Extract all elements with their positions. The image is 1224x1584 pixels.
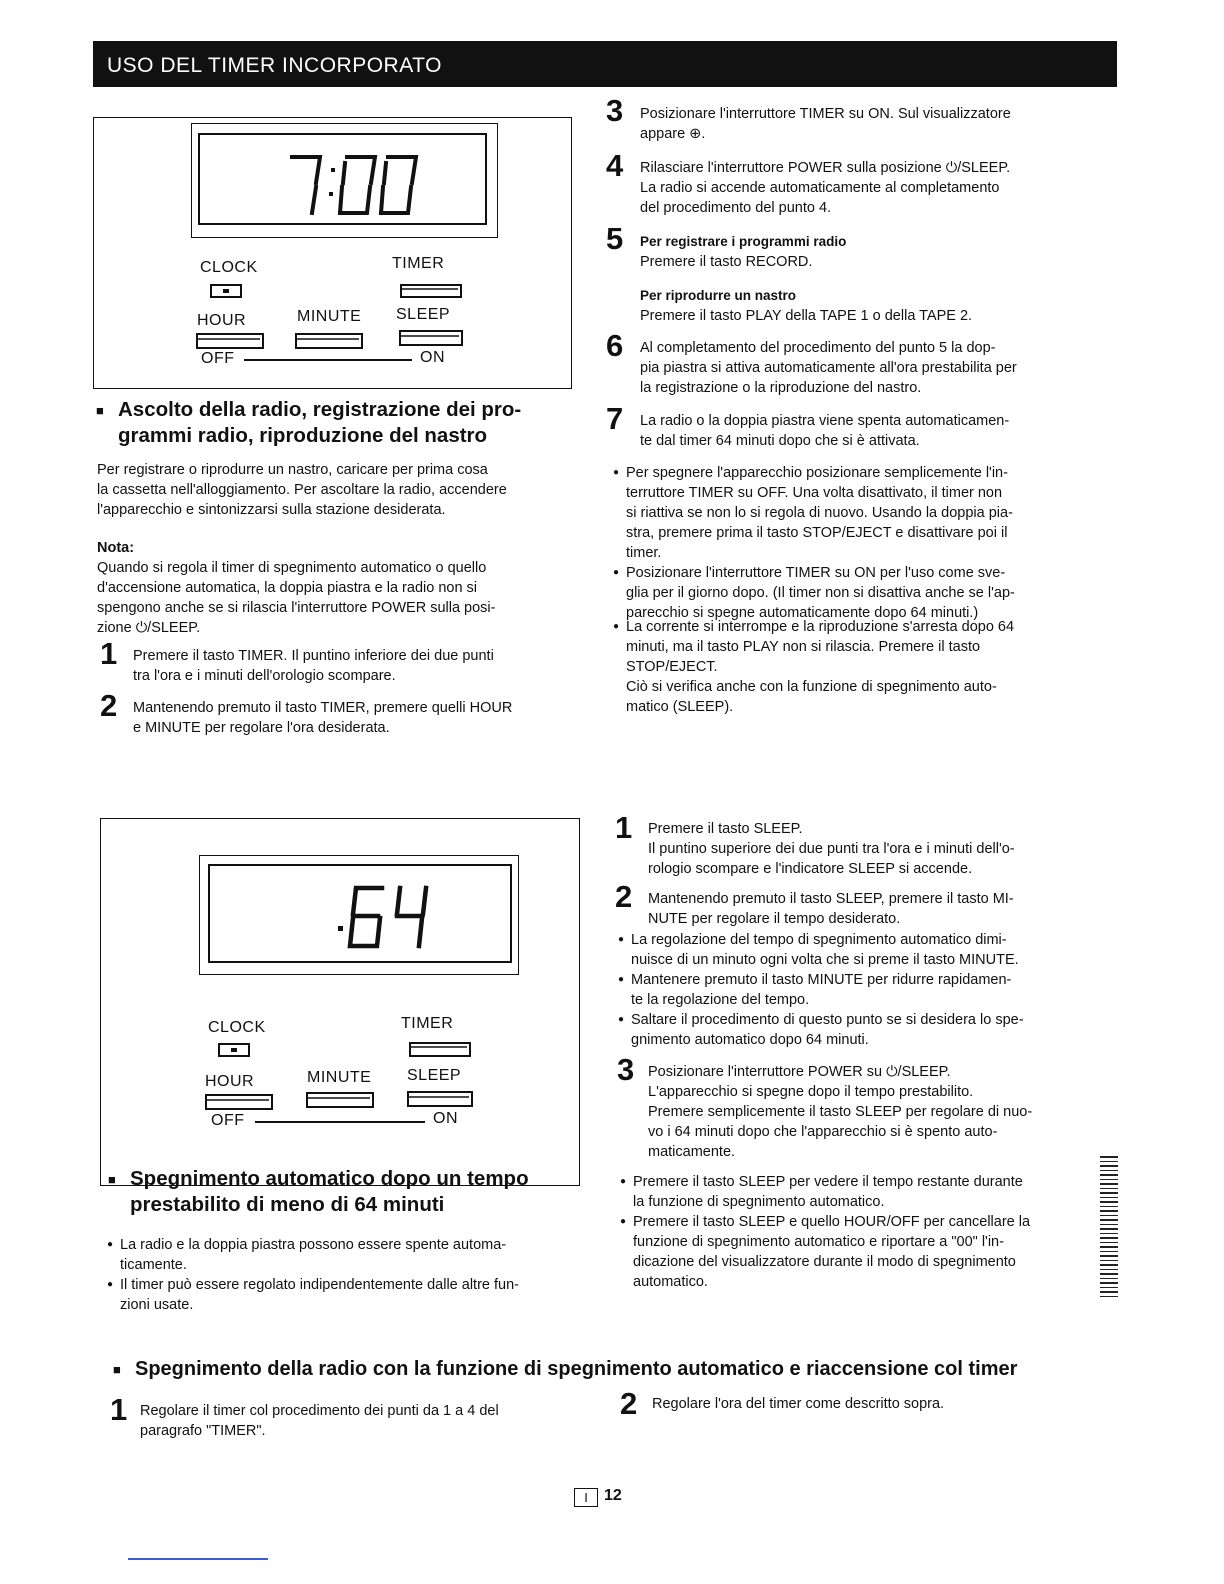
- step-number: 1: [100, 636, 118, 671]
- section2-title-line1: ■ Spegnimento automatico dopo un tempo: [130, 1167, 529, 1190]
- bullet-line: automatico.: [633, 1274, 708, 1290]
- lcd-display: [198, 133, 487, 225]
- step-number: 1: [110, 1392, 128, 1427]
- bullet-item: [631, 930, 1101, 970]
- clock-label: CLOCK: [200, 259, 258, 276]
- bullet-line: ● Per spegnere l'apparecchio posizionare semplicemente l'in-: [626, 465, 1008, 481]
- lcd-display: [208, 864, 512, 963]
- step-line: Premere il tasto SLEEP.: [648, 821, 803, 837]
- bullet-line: ● Premere il tasto SLEEP e quello HOUR/OFF per cancellare la: [633, 1214, 1031, 1230]
- page-number: 12: [604, 1487, 622, 1504]
- step-line: pia piastra si attiva automaticamente all'ora prestabilita per: [640, 360, 1017, 376]
- bullet-line: funzione di spegnimento automatico e riportare a "00" l'in-: [633, 1234, 1004, 1250]
- off-label: OFF: [211, 1112, 245, 1129]
- bullet-line: ● La corrente si interrompe e la riproduzione s'arresta dopo 64: [626, 619, 1015, 635]
- bullet-line: stra, premere prima il tasto STOP/EJECT e disattivare poi il: [626, 525, 1008, 541]
- sleep-label: SLEEP: [407, 1067, 462, 1084]
- off-on-line: [244, 359, 412, 361]
- step-line: Regolare il timer col procedimento dei punti da 1 a 4 del: [140, 1403, 499, 1419]
- step-text: [640, 104, 1100, 144]
- hour-button[interactable]: [196, 331, 266, 351]
- footer-rule: [128, 1558, 268, 1560]
- step-line: e MINUTE per regolare l'ora desiderata.: [133, 720, 390, 736]
- bullet-line: glia per il giorno dopo. (Il timer non si disattiva anche se l'ap-: [626, 585, 1015, 601]
- bullet-item: [120, 1235, 585, 1275]
- lcd-digits: [200, 135, 485, 223]
- bullet-line: ● Mantenere premuto il tasto MINUTE per ridurre rapidamen-: [631, 972, 1012, 988]
- step-line: vo i 64 minuti dopo che l'apparecchio si è spento auto-: [648, 1124, 998, 1140]
- intro-line: la cassetta nell'alloggiamento. Per ascoltare la radio, accendere: [97, 482, 507, 498]
- bullet-item: [626, 463, 1096, 563]
- minute-label: MINUTE: [307, 1069, 372, 1086]
- clock-button[interactable]: [218, 1042, 252, 1058]
- step-text: [640, 232, 1100, 326]
- scan-marks: [1100, 1156, 1118, 1300]
- step-text: [652, 1394, 1102, 1414]
- bullet-line: Ciò si verifica anche con la funzione di spegnimento auto-: [626, 679, 997, 695]
- bullet-item: [631, 1010, 1101, 1050]
- step-number: 2: [620, 1386, 638, 1421]
- intro-line: Per registrare o riprodurre un nastro, caricare per prima cosa: [97, 462, 488, 478]
- minute-label: MINUTE: [297, 308, 362, 325]
- off-on-line: [255, 1121, 425, 1123]
- step-line: tra l'ora e i minuti dell'orologio scompare.: [133, 668, 396, 684]
- step-line: La radio o la doppia piastra viene spenta automaticamen-: [640, 413, 1010, 429]
- bullet-line: STOP/EJECT.: [626, 659, 718, 675]
- minute-button[interactable]: [295, 331, 365, 351]
- nota-line: spengono anche se si rilascia l'interruttore POWER sulla posi-: [97, 600, 496, 616]
- bullet-line: ● La regolazione del tempo di spegnimento automatico dimi-: [631, 932, 1007, 948]
- clock-label: CLOCK: [208, 1019, 266, 1036]
- step-text: [648, 1062, 1103, 1162]
- step-text: [648, 889, 1103, 929]
- step-line: Al completamento del procedimento del punto 5 la dop-: [640, 340, 996, 356]
- step-text: [640, 158, 1100, 218]
- bullet-line: timer.: [626, 545, 662, 561]
- step-line: la registrazione o la riproduzione del nastro.: [640, 380, 922, 396]
- step-line: Rilasciare l'interruttore POWER sulla posizione ⏻/SLEEP.: [640, 160, 1011, 176]
- step-text: [133, 646, 583, 686]
- section1-intro: [97, 460, 577, 520]
- figure-sleep-panel: [100, 818, 580, 1186]
- bullet-line: gnimento automatico dopo 64 minuti.: [631, 1032, 869, 1048]
- sleep-button[interactable]: [399, 328, 465, 348]
- step-number: 5: [606, 221, 624, 256]
- bullet-line: ticamente.: [120, 1257, 187, 1273]
- hour-button[interactable]: [205, 1092, 275, 1112]
- section-header-bar: [93, 41, 1117, 87]
- step-line: Il puntino superiore dei due punti tra l'ora e i minuti dell'o-: [648, 841, 1015, 857]
- step-line: La radio si accende automaticamente al completamento: [640, 180, 1000, 196]
- step-line: paragrafo "TIMER".: [140, 1423, 266, 1439]
- hour-label: HOUR: [197, 312, 247, 329]
- intro-line: l'apparecchio e sintonizzarsi sulla stazione desiderata.: [97, 502, 446, 518]
- page-title: USO DEL TIMER INCORPORATO: [107, 54, 442, 77]
- bullet-item: [631, 970, 1101, 1010]
- bullet-line: dicazione del visualizzatore durante il modo di spegnimento: [633, 1254, 1016, 1270]
- step-line: rologio scompare e l'indicatore SLEEP si accende.: [648, 861, 973, 877]
- section1-title-line1: ■ Ascolto della radio, registrazione dei pro-: [118, 398, 522, 421]
- step-line: Posizionare l'interruttore POWER su ⏻/SLEEP.: [648, 1064, 951, 1080]
- lcd-digits: [210, 866, 510, 961]
- step-number: 2: [615, 879, 633, 914]
- step-line: Premere il tasto RECORD.: [640, 254, 813, 270]
- step-line: te dal timer 64 minuti dopo che si è attivata.: [640, 433, 920, 449]
- step-line: Premere semplicemente il tasto SLEEP per regolare di nuo-: [648, 1104, 1033, 1120]
- minute-button[interactable]: [306, 1090, 376, 1110]
- step-line: Regolare l'ora del timer come descritto sopra.: [652, 1396, 945, 1412]
- timer-label: TIMER: [401, 1015, 454, 1032]
- step-number: 3: [617, 1052, 635, 1087]
- nota-title: Nota:: [97, 540, 135, 556]
- bullet-line: terruttore TIMER su OFF. Una volta disattivato, il timer non: [626, 485, 1003, 501]
- step-number: 7: [606, 401, 624, 436]
- bullet-line: nuisce di un minuto ogni volta che si preme il tasto MINUTE.: [631, 952, 1019, 968]
- step-text: [140, 1401, 590, 1441]
- language-badge: [574, 1488, 598, 1507]
- language-code: I: [584, 1490, 588, 1505]
- section2-title: [130, 1166, 600, 1218]
- step-text: [133, 698, 583, 738]
- step-number: 6: [606, 328, 624, 363]
- timer-switch[interactable]: [400, 283, 464, 299]
- section3-title: ■ Spegnimento della radio con la funzione di spegnimento automatico e riaccensione col timer: [135, 1356, 1115, 1382]
- bullet-line: ● Saltare il procedimento di questo punto se si desidera lo spe-: [631, 1012, 1024, 1028]
- bullet-line: zioni usate.: [120, 1297, 194, 1313]
- clock-button[interactable]: [210, 283, 244, 299]
- timer-switch[interactable]: [409, 1041, 473, 1059]
- bullet-line: matico (SLEEP).: [626, 699, 734, 715]
- step-line: maticamente.: [648, 1144, 736, 1160]
- step-line: L'apparecchio si spegne dopo il tempo prestabilito.: [648, 1084, 974, 1100]
- bullet-line: ● Posizionare l'interruttore TIMER su ON per l'uso come sve-: [626, 565, 1006, 581]
- step-line: Premere il tasto PLAY della TAPE 1 o della TAPE 2.: [640, 308, 973, 324]
- step-line: Posizionare l'interruttore TIMER su ON. Sul visualizzatore: [640, 106, 1011, 122]
- step-line: Mantenendo premuto il tasto TIMER, premere quelli HOUR: [133, 700, 513, 716]
- step-line: NUTE per regolare il tempo desiderato.: [648, 911, 901, 927]
- step-number: 3: [606, 93, 624, 128]
- bullet-item: [633, 1212, 1103, 1292]
- bullet-line: ● Il timer può essere regolato indipendentemente dalle altre fun-: [120, 1277, 519, 1293]
- step-text: [640, 411, 1100, 451]
- off-label: OFF: [201, 350, 235, 367]
- bullet-line: ● Premere il tasto SLEEP per vedere il tempo restante durante: [633, 1174, 1023, 1190]
- step-number: 4: [606, 148, 624, 183]
- nota-line: d'accensione automatica, la doppia piastra e la radio non si: [97, 580, 478, 596]
- nota-line: Quando si regola il timer di spegnimento automatico o quello: [97, 560, 487, 576]
- bullet-item: [626, 617, 1096, 717]
- bullet-line: parecchio si spegne automaticamente dopo 64 minuti.): [626, 605, 979, 621]
- sleep-label: SLEEP: [396, 306, 451, 323]
- step-text: [648, 819, 1103, 879]
- step-number: 2: [100, 688, 118, 723]
- figure-timer-panel: [93, 117, 572, 389]
- bullet-line: ● La radio e la doppia piastra possono essere spente automa-: [120, 1237, 507, 1253]
- nota-text: [97, 558, 577, 638]
- hour-label: HOUR: [205, 1073, 255, 1090]
- nota-line: zione ⏻/SLEEP.: [97, 620, 201, 636]
- subheading: Per registrare i programmi radio: [640, 234, 847, 249]
- step-text: [640, 338, 1100, 398]
- bullet-item: [120, 1275, 585, 1315]
- bullet-line: minuti, ma il tasto PLAY non si rilascia. Premere il tasto: [626, 639, 981, 655]
- section1-title-line2: grammi radio, riproduzione del nastro: [118, 424, 488, 447]
- section1-title: [118, 397, 588, 449]
- subheading: Per riprodurre un nastro: [640, 288, 797, 303]
- section2-title-line2: prestabilito di meno di 64 minuti: [130, 1193, 445, 1216]
- bullet-line: la funzione di spegnimento automatico.: [633, 1194, 885, 1210]
- on-label: ON: [420, 349, 445, 366]
- sleep-button[interactable]: [407, 1089, 475, 1109]
- step-line: Mantenendo premuto il tasto SLEEP, premere il tasto MI-: [648, 891, 1014, 907]
- bullet-item: [633, 1172, 1103, 1212]
- bullet-line: te la regolazione del tempo.: [631, 992, 810, 1008]
- timer-label: TIMER: [392, 255, 445, 272]
- step-number: 1: [615, 810, 633, 845]
- bullet-item: [626, 563, 1096, 623]
- on-label: ON: [433, 1110, 458, 1127]
- step-line: del procedimento del punto 4.: [640, 200, 832, 216]
- step-line: Premere il tasto TIMER. Il puntino inferiore dei due punti: [133, 648, 494, 664]
- bullet-line: si riattiva se non lo si regola di nuovo. Usando la doppia pia-: [626, 505, 1013, 521]
- step-line: appare ⊕.: [640, 126, 706, 142]
